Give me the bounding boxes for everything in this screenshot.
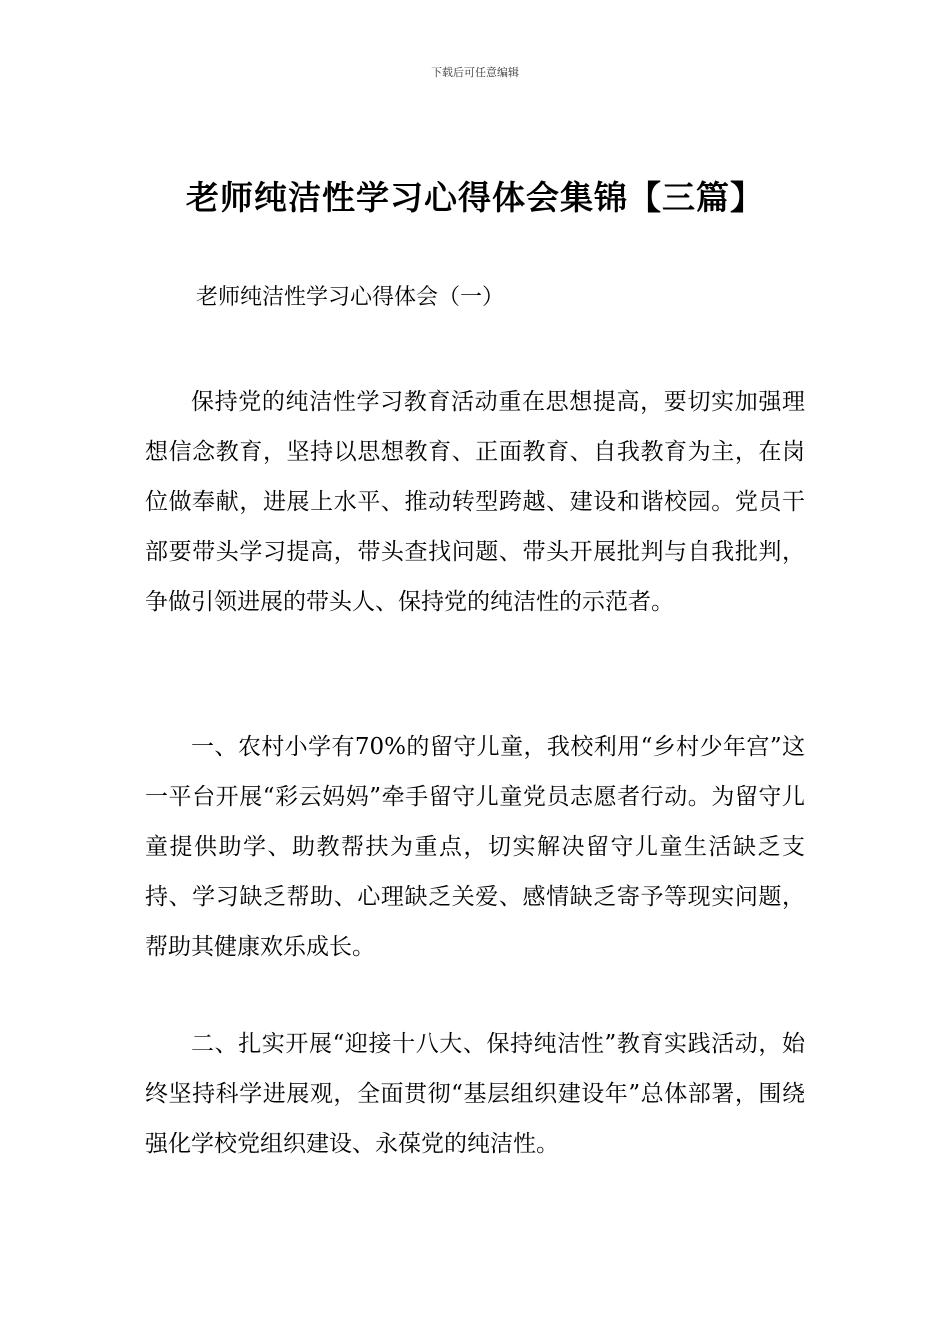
paragraph-point-one: 一、农村小学有70%的留守儿童，我校利用“乡村少年宫”这一平台开展“彩云妈妈”牵手留守儿童党员志愿者行动。为留守儿童提供助学、助教帮扶为重点，切实解决留守儿童生活缺乏支持、学习缺乏帮助、心理缺乏关爱、感情缺乏寄予等现实问题，帮助其健康欢乐成长。 <box>145 734 805 960</box>
paragraph-point-two: 二、扎实开展“迎接十八大、保持纯洁性”教育实践活动，始终坚持科学进展观，全面贯彻“基层组织建设年”总体部署，围绕强化学校党组织建设、永葆党的纯洁性。 <box>145 1031 805 1157</box>
section-subtitle: 老师纯洁性学习心得体会（一） <box>196 285 505 310</box>
header-note: 下载后可任意编辑 <box>431 66 519 79</box>
document-title: 老师纯洁性学习心得体会集锦【三篇】 <box>186 178 764 217</box>
paragraph-intro: 保持党的纯洁性学习教育活动重在思想提高，要切实加强理想信念教育，坚持以思想教育、正面教育、自我教育为主，在岗位做奉献，进展上水平、推动转型跨越、建设和谐校园。党员干部要带头学习提高，带头查找问题、带头开展批判与自我批判，争做引领进展的带头人、保持党的纯洁性的示范者。 <box>145 389 805 615</box>
